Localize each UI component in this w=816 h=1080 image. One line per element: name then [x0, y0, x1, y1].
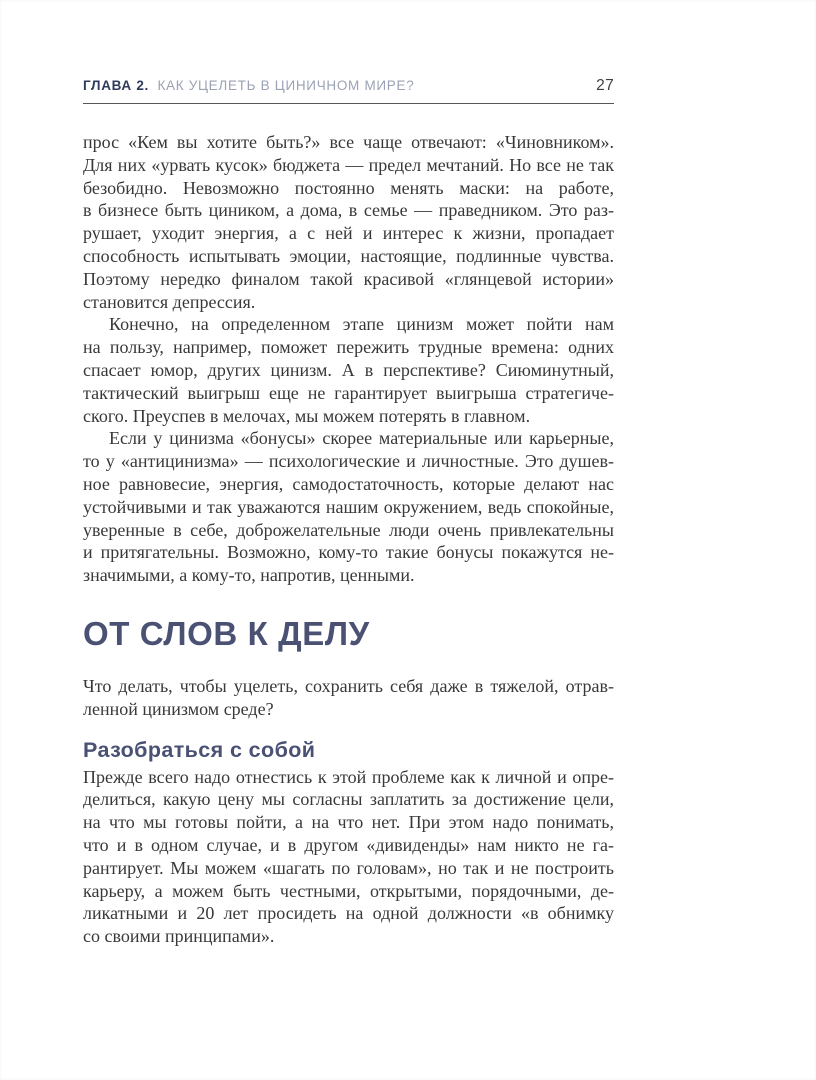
text-line: безобидно. Невозможно постоянно менять маски: на работе,	[83, 177, 614, 198]
text-line: что и в одном случае, и в другом «дивиденды» нам никто не га-	[83, 834, 614, 855]
chapter-title: КАК УЦЕЛЕТЬ В ЦИНИЧНОМ МИРЕ?	[157, 78, 415, 93]
text-line: на что мы готовы пойти, а на что нет. При этом надо понимать,	[83, 812, 614, 833]
text-line: ленной цинизмом среде?	[83, 698, 274, 719]
page-number: 27	[596, 77, 614, 94]
chapter-label: ГЛАВА 2.	[83, 78, 149, 93]
text-line: и притягательны. Возможно, кому-то такие бонусы покажутся не-	[83, 542, 614, 563]
text-line: уверенные в себе, доброжелательные люди очень привлекательны	[83, 519, 614, 540]
text-line: способность испытывать эмоции, настоящие, подлинные чувства.	[83, 245, 614, 266]
text-line: ликатными и 20 лет просидеть на одной должности «в обнимку	[83, 903, 614, 924]
text-line: спасает юмор, других цинизм. А в перспективе? Сиюминутный,	[83, 359, 614, 380]
text-line: рантирует. Мы можем «шагать по головам», но так и не построить	[83, 857, 614, 878]
text-line: устойчивыми и так уважаются нашим окружением, ведь спокойные,	[83, 496, 614, 517]
paragraph	[83, 766, 614, 948]
paragraph	[83, 427, 614, 587]
page-header	[83, 77, 614, 95]
paragraph	[83, 131, 614, 313]
page-content	[83, 131, 614, 948]
text-line: то у «антицинизма» — психологические и личностные. Это душев-	[83, 451, 614, 472]
text-line: карьеру, а можем быть честными, открытыми, порядочными, де-	[83, 880, 614, 901]
paragraph	[83, 675, 614, 721]
header-divider	[83, 103, 614, 104]
paragraph	[83, 313, 614, 427]
text-line: в бизнесе быть циником, а дома, в семье — праведником. Это раз-	[83, 200, 614, 221]
section-heading: ОТ СЛОВ К ДЕЛУ	[83, 614, 370, 652]
text-line: становится депрессия.	[83, 291, 256, 312]
text-line: значимыми, а кому-то, напротив, ценными.	[83, 565, 415, 586]
text-line: прос «Кем вы хотите быть?» все чаще отвечают: «Чиновником».	[83, 132, 614, 152]
text-line: Поэтому нередко финалом такой красивой «глянцевой истории»	[83, 268, 614, 289]
text-line: со своими принципами».	[83, 926, 275, 947]
text-line: ное равновесие, энергия, самодостаточность, которые делают нас	[83, 473, 614, 494]
text-line: Конечно, на определенном этапе цинизм может пойти нам	[109, 314, 614, 335]
text-line: Что делать, чтобы уцелеть, сохранить себя даже в тяжелой, отрав-	[83, 675, 614, 696]
text-line: рушает, уходит энергия, а с ней и интерес к жизни, пропадает	[83, 223, 614, 244]
text-line: Прежде всего надо отнестись к этой проблеме как к личной и опре-	[83, 766, 614, 787]
subsection-heading: Разобраться с собой	[83, 737, 316, 762]
text-line: делиться, какую цену мы согласны заплатить за достижение цели,	[83, 789, 614, 810]
running-head-text	[83, 78, 414, 93]
text-line: ского. Преуспев в мелочах, мы можем потерять в главном.	[83, 405, 531, 426]
text-line: тактический выигрыш еще не гарантирует выигрыша стратегиче-	[83, 382, 614, 403]
text-line: Для них «урвать кусок» бюджета — предел мечтаний. Но все не так	[83, 154, 614, 175]
text-line: на пользу, например, поможет пережить трудные времена: одних	[83, 337, 614, 358]
text-line: Если у цинизма «бонусы» скорее материальные или карьерные,	[109, 428, 614, 449]
